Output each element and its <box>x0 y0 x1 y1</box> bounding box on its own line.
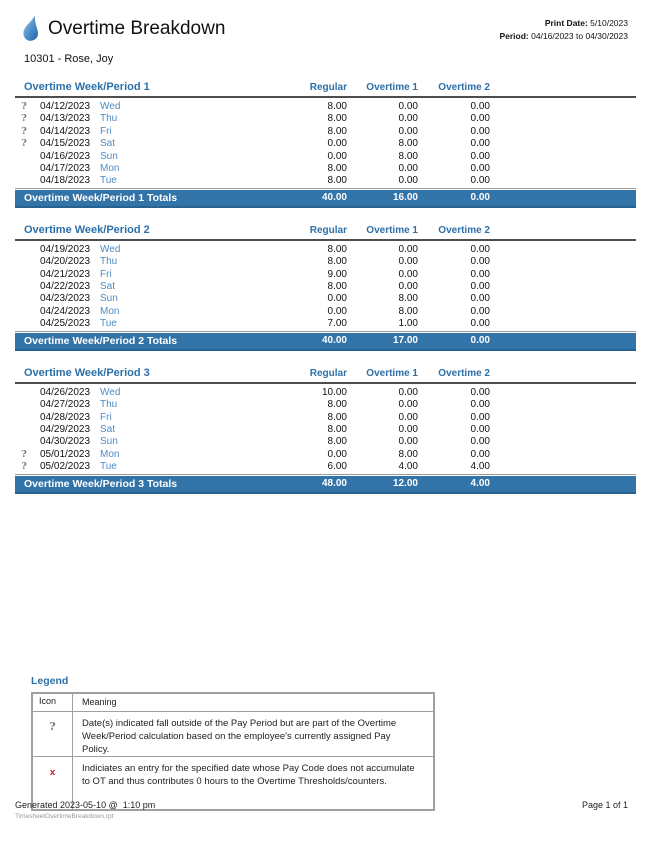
overtime1-hours-cell: 0.00 <box>398 175 418 187</box>
section-rows <box>15 384 636 475</box>
regular-hours-cell: 7.00 <box>327 318 347 330</box>
generated-timestamp: Generated 2023-05-10 @ 1:10 pm <box>15 800 156 810</box>
outside-period-flag-icon: ? <box>21 448 27 460</box>
overtime1-hours-cell: 0.00 <box>398 256 418 268</box>
column-header-regular: Regular <box>309 367 347 379</box>
overtime1-hours-cell: 8.00 <box>398 138 418 150</box>
day-row <box>15 163 636 175</box>
date-cell: 04/30/2023 <box>40 436 91 448</box>
day-cell: Tue <box>100 461 117 473</box>
overtime2-hours-cell: 0.00 <box>470 138 490 150</box>
date-cell: 04/15/2023 <box>40 138 91 150</box>
overtime2-hours-cell: 0.00 <box>470 448 490 460</box>
totals-overtime1: 17.00 <box>392 335 418 347</box>
legend-col-meaning: Meaning <box>82 696 117 707</box>
print-date-value: 5/10/2023 <box>587 18 628 28</box>
day-cell: Sun <box>100 436 118 448</box>
regular-hours-cell: 8.00 <box>327 163 347 175</box>
day-cell: Mon <box>100 163 120 175</box>
section-rows <box>15 241 636 332</box>
legend-row-outside-period <box>33 712 433 757</box>
overtime1-hours-cell: 8.00 <box>398 448 418 460</box>
outside-period-flag-icon: ? <box>21 125 27 137</box>
overtime2-hours-cell: 0.00 <box>470 386 490 398</box>
overtime1-hours-cell: 8.00 <box>398 150 418 162</box>
date-cell: 04/22/2023 <box>40 281 91 293</box>
overtime1-hours-cell: 0.00 <box>398 436 418 448</box>
day-row <box>15 412 636 424</box>
date-cell: 04/21/2023 <box>40 268 91 280</box>
day-cell: Mon <box>100 448 120 460</box>
day-row <box>15 113 636 125</box>
date-cell: 04/27/2023 <box>40 399 91 411</box>
date-cell: 04/28/2023 <box>40 411 91 423</box>
overtime2-hours-cell: 0.00 <box>470 318 490 330</box>
regular-hours-cell: 9.00 <box>327 268 347 280</box>
overtime2-hours-cell: 4.00 <box>470 461 490 473</box>
totals-regular: 40.00 <box>321 335 347 347</box>
regular-hours-cell: 8.00 <box>327 101 347 112</box>
totals-label: Overtime Week/Period 3 Totals <box>24 477 178 490</box>
date-cell: 05/02/2023 <box>40 461 91 473</box>
period-line <box>499 30 628 43</box>
legend-meaning-text: Indiciates an entry for the specified date whose Pay Code does not accumulate to OT and thus contributes 0 hours to the Overtime Thresholds/counters. <box>82 762 415 787</box>
outside-period-flag-icon: ? <box>21 138 27 150</box>
section-totals-row <box>15 476 636 494</box>
date-cell: 04/17/2023 <box>40 163 91 175</box>
legend <box>31 675 435 811</box>
day-row <box>15 461 636 473</box>
print-date-label: Print Date: <box>544 18 588 28</box>
regular-hours-cell: 8.00 <box>327 423 347 435</box>
overtime1-hours-cell: 0.00 <box>398 268 418 280</box>
section-rows <box>15 98 636 189</box>
day-row <box>15 293 636 305</box>
day-row <box>15 126 636 138</box>
legend-meaning-text: Date(s) indicated fall outside of the Pay Period but are part of the Overtime Week/Period calculation based on the employee's currently assigned Pay Policy. <box>82 717 397 755</box>
overtime1-hours-cell: 4.00 <box>398 461 418 473</box>
date-cell: 04/23/2023 <box>40 293 91 305</box>
date-cell: 04/13/2023 <box>40 113 91 125</box>
day-cell: Tue <box>100 318 117 330</box>
day-row <box>15 424 636 436</box>
column-header-overtime1: Overtime 1 <box>366 224 418 236</box>
section-header-row <box>15 367 636 384</box>
overtime2-hours-cell: 0.00 <box>470 243 490 255</box>
regular-hours-cell: 8.00 <box>327 113 347 125</box>
date-cell: 04/26/2023 <box>40 386 91 398</box>
day-row <box>15 138 636 150</box>
day-cell: Mon <box>100 305 120 317</box>
section-totals-row <box>15 190 636 208</box>
period-value: 04/16/2023 to 04/30/2023 <box>528 31 628 41</box>
overtime1-hours-cell: 0.00 <box>398 386 418 398</box>
date-cell: 04/18/2023 <box>40 175 91 187</box>
regular-hours-cell: 6.00 <box>327 461 347 473</box>
overtime2-hours-cell: 0.00 <box>470 150 490 162</box>
totals-regular: 48.00 <box>321 478 347 490</box>
day-cell: Sat <box>100 281 116 293</box>
report-header <box>0 0 651 43</box>
regular-hours-cell: 8.00 <box>327 281 347 293</box>
section-title: Overtime Week/Period 1 <box>24 81 150 93</box>
overtime1-hours-cell: 0.00 <box>398 423 418 435</box>
regular-hours-cell: 8.00 <box>327 125 347 137</box>
overtime1-hours-cell: 0.00 <box>398 281 418 293</box>
date-cell: 04/19/2023 <box>40 243 91 255</box>
overtime-section <box>15 367 636 494</box>
report-file-name: TimesheetOvertimeBreakdown.rpt <box>15 813 114 820</box>
section-title: Overtime Week/Period 3 <box>24 366 150 379</box>
outside-period-flag-icon: ? <box>21 113 27 125</box>
day-row <box>15 101 636 113</box>
overtime1-hours-cell: 0.00 <box>398 411 418 423</box>
column-header-overtime2: Overtime 2 <box>438 82 490 93</box>
day-row <box>15 306 636 318</box>
red-x-icon: x <box>49 766 56 778</box>
regular-hours-cell: 0.00 <box>327 305 347 317</box>
regular-hours-cell: 8.00 <box>327 399 347 411</box>
overtime1-hours-cell: 0.00 <box>398 399 418 411</box>
overtime2-hours-cell: 0.00 <box>470 436 490 448</box>
legend-heading: Legend <box>31 674 69 687</box>
legend-table <box>31 692 435 811</box>
day-cell: Wed <box>100 243 121 255</box>
day-cell: Thu <box>100 256 118 268</box>
day-row <box>15 436 636 448</box>
date-cell: 04/29/2023 <box>40 423 91 435</box>
day-cell: Fri <box>100 125 112 137</box>
page-number: Page 1 of 1 <box>581 800 628 810</box>
day-cell: Fri <box>100 268 112 280</box>
overtime2-hours-cell: 0.00 <box>470 113 490 125</box>
totals-overtime1: 16.00 <box>392 192 418 204</box>
section-header-row <box>15 81 636 98</box>
totals-overtime2: 0.00 <box>470 192 490 204</box>
day-row <box>15 318 636 330</box>
day-cell: Sat <box>100 138 116 150</box>
totals-overtime1: 12.00 <box>392 478 418 490</box>
day-row <box>15 175 636 187</box>
regular-hours-cell: 8.00 <box>327 256 347 268</box>
outside-period-flag-icon: ? <box>21 101 27 112</box>
totals-label: Overtime Week/Period 1 Totals <box>24 191 178 204</box>
date-cell: 04/25/2023 <box>40 318 91 330</box>
day-row <box>15 399 636 411</box>
regular-hours-cell: 8.00 <box>327 243 347 255</box>
regular-hours-cell: 0.00 <box>327 448 347 460</box>
date-cell: 05/01/2023 <box>40 448 91 460</box>
outside-period-flag-icon: ? <box>21 461 27 473</box>
question-mark-icon: ? <box>49 719 56 733</box>
header-meta <box>499 14 628 43</box>
column-header-overtime1: Overtime 1 <box>366 367 418 379</box>
column-header-overtime1: Overtime 1 <box>366 82 418 93</box>
overtime1-hours-cell: 0.00 <box>398 125 418 137</box>
page-title: Overtime Breakdown <box>48 17 226 39</box>
day-row <box>15 256 636 268</box>
regular-hours-cell: 8.00 <box>327 411 347 423</box>
day-cell: Wed <box>100 386 121 398</box>
day-cell: Tue <box>100 175 117 187</box>
date-cell: 04/24/2023 <box>40 305 91 317</box>
regular-hours-cell: 0.00 <box>327 138 347 150</box>
totals-label: Overtime Week/Period 2 Totals <box>24 334 178 347</box>
totals-overtime2: 0.00 <box>470 335 490 347</box>
day-row <box>15 281 636 293</box>
overtime1-hours-cell: 0.00 <box>398 101 418 112</box>
overtime1-hours-cell: 8.00 <box>398 305 418 317</box>
day-row <box>15 244 636 256</box>
overtime1-hours-cell: 0.00 <box>398 243 418 255</box>
overtime2-hours-cell: 0.00 <box>470 399 490 411</box>
regular-hours-cell: 8.00 <box>327 175 347 187</box>
overtime1-hours-cell: 1.00 <box>398 318 418 330</box>
overtime1-hours-cell: 8.00 <box>398 293 418 305</box>
regular-hours-cell: 0.00 <box>327 150 347 162</box>
day-row <box>15 449 636 461</box>
overtime2-hours-cell: 0.00 <box>470 256 490 268</box>
day-cell: Wed <box>100 101 121 112</box>
overtime1-hours-cell: 0.00 <box>398 163 418 175</box>
report-footer <box>15 800 628 820</box>
day-row <box>15 269 636 281</box>
regular-hours-cell: 10.00 <box>321 386 347 398</box>
totals-regular: 40.00 <box>321 192 347 204</box>
legend-col-icon: Icon <box>33 694 73 711</box>
overtime2-hours-cell: 0.00 <box>470 423 490 435</box>
regular-hours-cell: 0.00 <box>327 293 347 305</box>
column-header-regular: Regular <box>309 82 347 93</box>
day-cell: Sun <box>100 150 118 162</box>
day-cell: Thu <box>100 113 118 125</box>
overtime2-hours-cell: 0.00 <box>470 125 490 137</box>
column-header-overtime2: Overtime 2 <box>438 367 490 379</box>
print-date-line <box>499 17 628 30</box>
column-header-regular: Regular <box>309 224 347 236</box>
overtime-section <box>15 224 636 351</box>
day-cell: Sun <box>100 293 118 305</box>
flame-logo-icon <box>20 14 41 43</box>
section-totals-row <box>15 333 636 351</box>
regular-hours-cell: 8.00 <box>327 436 347 448</box>
date-cell: 04/20/2023 <box>40 256 91 268</box>
overtime-section <box>15 81 636 208</box>
employee-name: 10301 - Rose, Joy <box>24 53 114 65</box>
overtime2-hours-cell: 0.00 <box>470 293 490 305</box>
day-row <box>15 387 636 399</box>
overtime2-hours-cell: 0.00 <box>470 411 490 423</box>
overtime1-hours-cell: 0.00 <box>398 113 418 125</box>
day-cell: Fri <box>100 411 112 423</box>
date-cell: 04/12/2023 <box>40 101 91 112</box>
legend-header-row <box>33 694 433 712</box>
overtime2-hours-cell: 0.00 <box>470 268 490 280</box>
overtime2-hours-cell: 0.00 <box>470 163 490 175</box>
totals-overtime2: 4.00 <box>470 478 490 490</box>
section-title: Overtime Week/Period 2 <box>24 223 150 236</box>
overtime-sections <box>15 81 636 494</box>
overtime2-hours-cell: 0.00 <box>470 281 490 293</box>
date-cell: 04/14/2023 <box>40 125 91 137</box>
day-cell: Thu <box>100 399 118 411</box>
column-header-overtime2: Overtime 2 <box>438 224 490 236</box>
day-cell: Sat <box>100 423 116 435</box>
period-label: Period: <box>499 31 529 41</box>
overtime2-hours-cell: 0.00 <box>470 305 490 317</box>
header-left <box>20 14 225 43</box>
overtime2-hours-cell: 0.00 <box>470 175 490 187</box>
day-row <box>15 151 636 163</box>
overtime2-hours-cell: 0.00 <box>470 101 490 112</box>
section-header-row <box>15 224 636 241</box>
date-cell: 04/16/2023 <box>40 150 91 162</box>
